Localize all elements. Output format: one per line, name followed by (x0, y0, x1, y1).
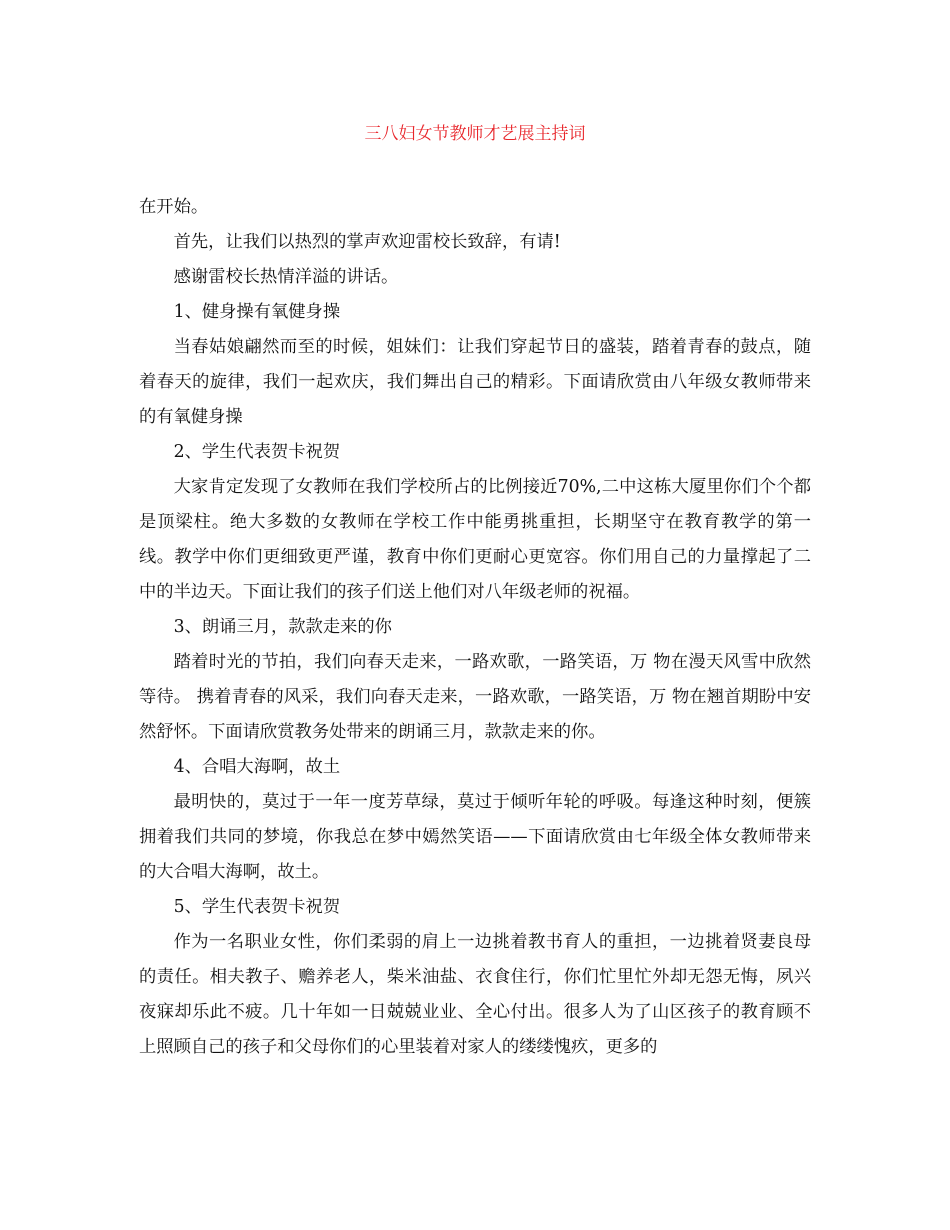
paragraph-welcome-principal: 首先，让我们以热烈的掌声欢迎雷校长致辞，有请! (173, 232, 561, 252)
paragraph-program-1: 当春姑娘翩然而至的时候，姐妹们：让我们穿起节日的盛装，踏着青春的鼓点，随着春天的旋律，我们一起欢庆，我们舞出自己的精彩。下面请欣赏由八年级女教师带来的有氧健身操 (139, 337, 811, 427)
paragraph-program-4: 最明快的，莫过于一年一度芳草绿，莫过于倾听年轮的呼吸。每逢这种时刻，便簇拥着我们共同的梦境，你我总在梦中嫣然笑语——下面请欣赏由七年级全体女教师带来的大合唱大海啊，故土。 (139, 792, 811, 882)
paragraph-program-5: 作为一名职业女性，你们柔弱的肩上一边挑着教书育人的重担，一边挑着贤妻良母的责任。相夫教子、赡养老人，柴米油盐、衣食住行，你们忙里忙外却无怨无悔，夙兴夜寐却乐此不疲。几十年如一日兢兢业业、全心付出。很多人为了山区孩子的教育顾不上照顾自己的孩子和父母你们的心里装着对家人的缕缕愧疚，更多的 (139, 932, 811, 1057)
document-title: 三八妇女节教师才艺展主持词 (364, 124, 586, 144)
document-body (139, 190, 811, 1065)
paragraph-thanks-principal: 感谢雷校长热情洋溢的讲话。 (173, 267, 399, 287)
paragraph-program-3: 踏着时光的节拍，我们向春天走来，一路欢歌，一路笑语，万 物在漫天风雪中欣然等待。 携着青春的风采，我们向春天走来，一路欢歌，一路笑语，万 物在翘首期盼中安然舒怀。下面请欣赏教务处带来的朗诵三月，款款走来的你。 (139, 652, 811, 742)
program-heading-5: 5、学生代表贺卡祝贺 (173, 897, 341, 917)
program-heading-3: 3、朗诵三月，款款走来的你 (173, 617, 392, 637)
program-heading-1: 1、健身操有氧健身操 (173, 302, 341, 322)
paragraph-program-2: 大家肯定发现了女教师在我们学校所占的比例接近70%,二中这栋大厦里你们个个都是顶梁柱。绝大多数的女教师在学校工作中能勇挑重担，长期坚守在教育教学的第一线。教学中你们更细致更严谨，教育中你们更耐心更宽容。你们用自己的力量撑起了二中的半边天。下面让我们的孩子们送上他们对八年级老师的祝福。 (139, 477, 811, 602)
program-heading-2: 2、学生代表贺卡祝贺 (173, 442, 341, 462)
paragraph-opening: 在开始。 (139, 197, 209, 217)
program-heading-4: 4、合唱大海啊，故土 (173, 757, 341, 777)
